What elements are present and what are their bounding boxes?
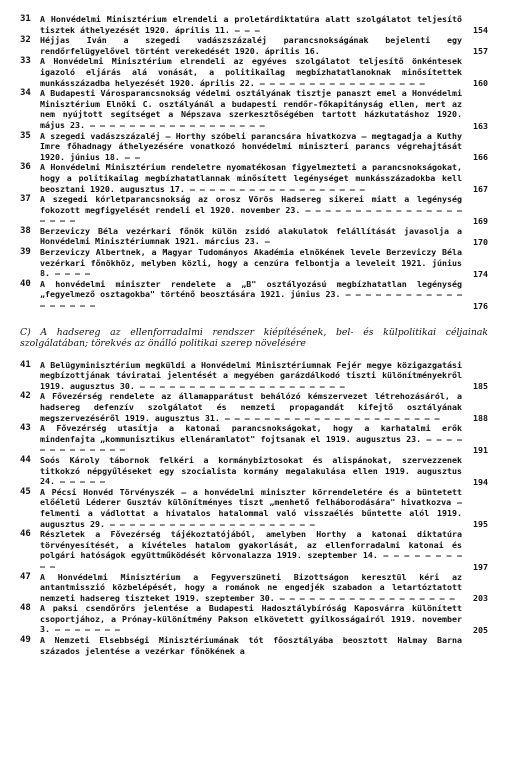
entry-page: 167 xyxy=(473,184,488,195)
entry-number: 34 xyxy=(20,88,31,99)
list-item xyxy=(20,423,488,455)
entry-number: 39 xyxy=(20,247,31,258)
document-page xyxy=(20,14,488,656)
entry-text: A Honvédelmi Minisztérium elrendeli a proletárdiktatúra alatt szolgálatot teljesítő tisztek áthelyezését 1920. április 11. — — — xyxy=(40,14,462,35)
entry-page: 169 xyxy=(473,215,488,226)
list-item xyxy=(20,391,488,423)
entry-number: 45 xyxy=(20,486,31,497)
list-item xyxy=(20,487,488,529)
list-item xyxy=(20,226,488,247)
entry-page: 197 xyxy=(473,561,488,572)
entry-number: 46 xyxy=(20,529,31,540)
list-item xyxy=(20,131,488,163)
list-item xyxy=(20,455,488,487)
entry-number: 35 xyxy=(20,130,31,141)
entry-number: 31 xyxy=(20,14,31,24)
list-item xyxy=(20,572,488,604)
entry-page: 157 xyxy=(473,46,488,57)
entry-page: 176 xyxy=(473,300,488,311)
entry-page: 188 xyxy=(473,413,488,424)
entry-text: A szegedi vadászszázaléj — Horthy szóbeli parancsára hivatkozva — megtagadja a Kuthy Imre főhadnagy áthelyezésére vonatkozó honvédelmi miniszteri parancs végrehajtását 1920. június 18. — — xyxy=(40,130,462,162)
list-item xyxy=(20,162,488,194)
entry-number: 40 xyxy=(20,278,31,289)
entry-page: 185 xyxy=(473,381,488,392)
list-item xyxy=(20,247,488,279)
entry-text: A Belügyminisztérium megküldi a Honvédelmi Minisztériumnak Fejér megye közigazgatási megbízottjának táviratai jelentését a megyében garázdálkodó tiszti különítményekről 1919. augusztus 30. — — — — — — — — — — — — — — — — — — — — — xyxy=(40,359,462,391)
entry-page: 191 xyxy=(473,444,488,455)
entry-number: 38 xyxy=(20,225,31,236)
entry-page: 154 xyxy=(473,25,488,36)
entry-number: 41 xyxy=(20,359,31,370)
entry-text: Héjjas Iván a szegedi vadászszázaléj parancsnokságának bejelenti egy rendőrfelügyelővel történt verekedését 1920. április 16. xyxy=(40,35,462,56)
entry-number: 42 xyxy=(20,391,31,402)
section-heading: C) A hadsereg az ellenforradalmi rendszer kiépítésének, bel- és külpolitikai céljainak szolgálatában; törekvés az önálló politikai szerep növelésére xyxy=(20,326,488,350)
entry-text: A Honvédelmi Minisztérium elrendeli az egyéves szolgálatot teljesítő önkéntesek igazoló eljárás alá vonását, a politikailag megbízhatatlanoknak minősítettek munkásszázadba helyezését 1920. április 22. — — — — — — — — — — — — — — — — — xyxy=(40,56,462,88)
entry-page: 160 xyxy=(473,78,488,89)
entry-number: 37 xyxy=(20,194,31,205)
entry-number: 43 xyxy=(20,423,31,434)
entry-text: Részletek a Fővezérség tájékoztatójából, amelyben Horthy a katonai diktatúra törvényesítését, a kivételes hatalom gyakorlását, az ellenforradalmi katonai és polgári hatóságok együttműködését körvonalazza 1919. szeptember 14. — — — — — — — — — — xyxy=(40,529,462,571)
entry-number: 44 xyxy=(20,454,31,465)
entry-text: Soós Károly tábornok felkéri a kormánybiztosokat és alispánokat, szervezzenek titkokzó népgyűléseket egy szocialista kormány megalakulása ellen 1919. augusztus 24. — — — — — xyxy=(40,454,462,487)
entry-text: A Fővezérség rendelete az államapparátust behálózó kémszervezet létrehozásáról, a hadsereg defenzív szolgálatot és nemzeti propagandát kifejtő osztályának megszervezéséről 1919. augusztus 31. — — — — — — — — — — — — — — — — — — — — — — xyxy=(40,391,462,423)
list-item xyxy=(20,88,488,130)
entry-text: A Budapesti Városparancsnokság védelmi osztályának tisztje panaszt emel a Honvédelmi Minisztérium Elnöki C. osztályánál a budapesti rendőr-főkapitányság ellen, mert az nem nyújtott segítséget a Népszava szerkesztőségében tartott házkutatáshoz 1920. május 23. — — — — — — — — — — — — — — — — — — xyxy=(40,88,462,130)
list-item xyxy=(20,529,488,571)
entry-number: 47 xyxy=(20,571,31,582)
entry-list-top xyxy=(20,14,488,311)
list-item xyxy=(20,360,488,392)
list-item xyxy=(20,56,488,88)
entry-page: 170 xyxy=(473,237,488,248)
entry-text: A Honvédelmi Minisztérium a Fegyverszüneti Bizottságon keresztül kéri az antantmisszió közbelépését, hogy a románok ne engedjék szabadon a letartóztatott nemzeti hadsereg tiszteket 1919. szeptember 30. — — — — — — — — — — — — — — — — — — xyxy=(40,571,462,603)
list-item xyxy=(20,279,488,311)
entry-number: 32 xyxy=(20,35,31,46)
entry-text: A Nemzeti Elsebbségi Minisztériumának tót főosztályába beosztott Halmay Barna százados jelentése a vezérkar főnökének a xyxy=(40,635,462,656)
entry-text: A Pécsi Honvéd Törvényszék — a honvédelmi miniszter körrendeletére és a büntetett előéletű Léderer Gusztáv különítményes tiszt „menhető felháborodására" hivatkozva — felmenti a vádlottat a hivatalos hatalommal való visszaélés bűntette alól 1919. augusztus 29. — — — — — — — — — — — — — — — — — — — — — xyxy=(40,486,462,529)
list-item xyxy=(20,35,488,56)
entry-page: 205 xyxy=(473,625,488,636)
entry-text: A szegedi kórletparancsnokság az orosz Vörös Hadsereg sikerei miatt a legénység fokozott megfigyelését rendeli el 1920. november 23. — — — — — — — — — — — — — — — — — — — — xyxy=(40,194,462,226)
entry-number: 33 xyxy=(20,56,31,67)
list-item xyxy=(20,14,488,35)
entry-page: 203 xyxy=(473,593,488,604)
entry-number: 48 xyxy=(20,603,31,614)
list-item xyxy=(20,603,488,635)
entry-text: A Fővezérség utasítja a katonai parancsnokságokat, hogy a karhatalmi erők mindenfajta „kommunisztikus ellenáramlatot" fojtsanak el 1919. augusztus 23. — — — — — — — — — — — — — xyxy=(40,423,462,455)
entry-text: Berzeviczy Béla vezérkari főnök külön zsidó alakulatok felállítását javasolja a Honvédelmi Minisztériumnak 1921. március 23. — xyxy=(40,225,462,247)
entry-number: 36 xyxy=(20,162,31,173)
entry-page: 195 xyxy=(473,519,488,530)
entry-page: 166 xyxy=(473,152,488,163)
entry-page: 174 xyxy=(473,268,488,279)
entry-text: Berzeviczy Albertnek, a Magyar Tudományos Akadémia elnökének levele Berzeviczy Béla vezérkari főnökhöz, melyben közli, hogy a cenzúra felbontja a leveleit 1921. június 8. — — — — xyxy=(40,247,462,279)
entry-number: 49 xyxy=(20,635,31,646)
list-item xyxy=(20,635,488,656)
entry-text: A paksi csendőrőrs jelentése a Budapesti Hadosztálybíróság Kaposvárra különített csoportjához, a Prónay-különítmény Pakson elkövetett gyilkosságairól 1919. november 3. — — — — — — — xyxy=(40,603,462,635)
entry-list-bottom xyxy=(20,360,488,657)
entry-text: A Honvédelmi Minisztérium rendeletre nyomatékosan figyelmezteti a parancsnokságokat, hogy a politikailag megbízhatatlannak minősített legénységet munkásszázadokba kell beosztani 1920. augusztus 17. — — — — — — — — — — — — — — — — — — xyxy=(40,162,462,194)
entry-page: 194 xyxy=(473,476,488,487)
list-item xyxy=(20,194,488,226)
entry-text: A honvédelmi miniszter rendelete a „B" osztályozású megbízhatatlan legénység „fegyelmező osztagokba" történő beosztására 1921. június 23. — — — — — — — — — — — — — — — — — — xyxy=(40,278,462,311)
entry-page: 163 xyxy=(473,120,488,131)
